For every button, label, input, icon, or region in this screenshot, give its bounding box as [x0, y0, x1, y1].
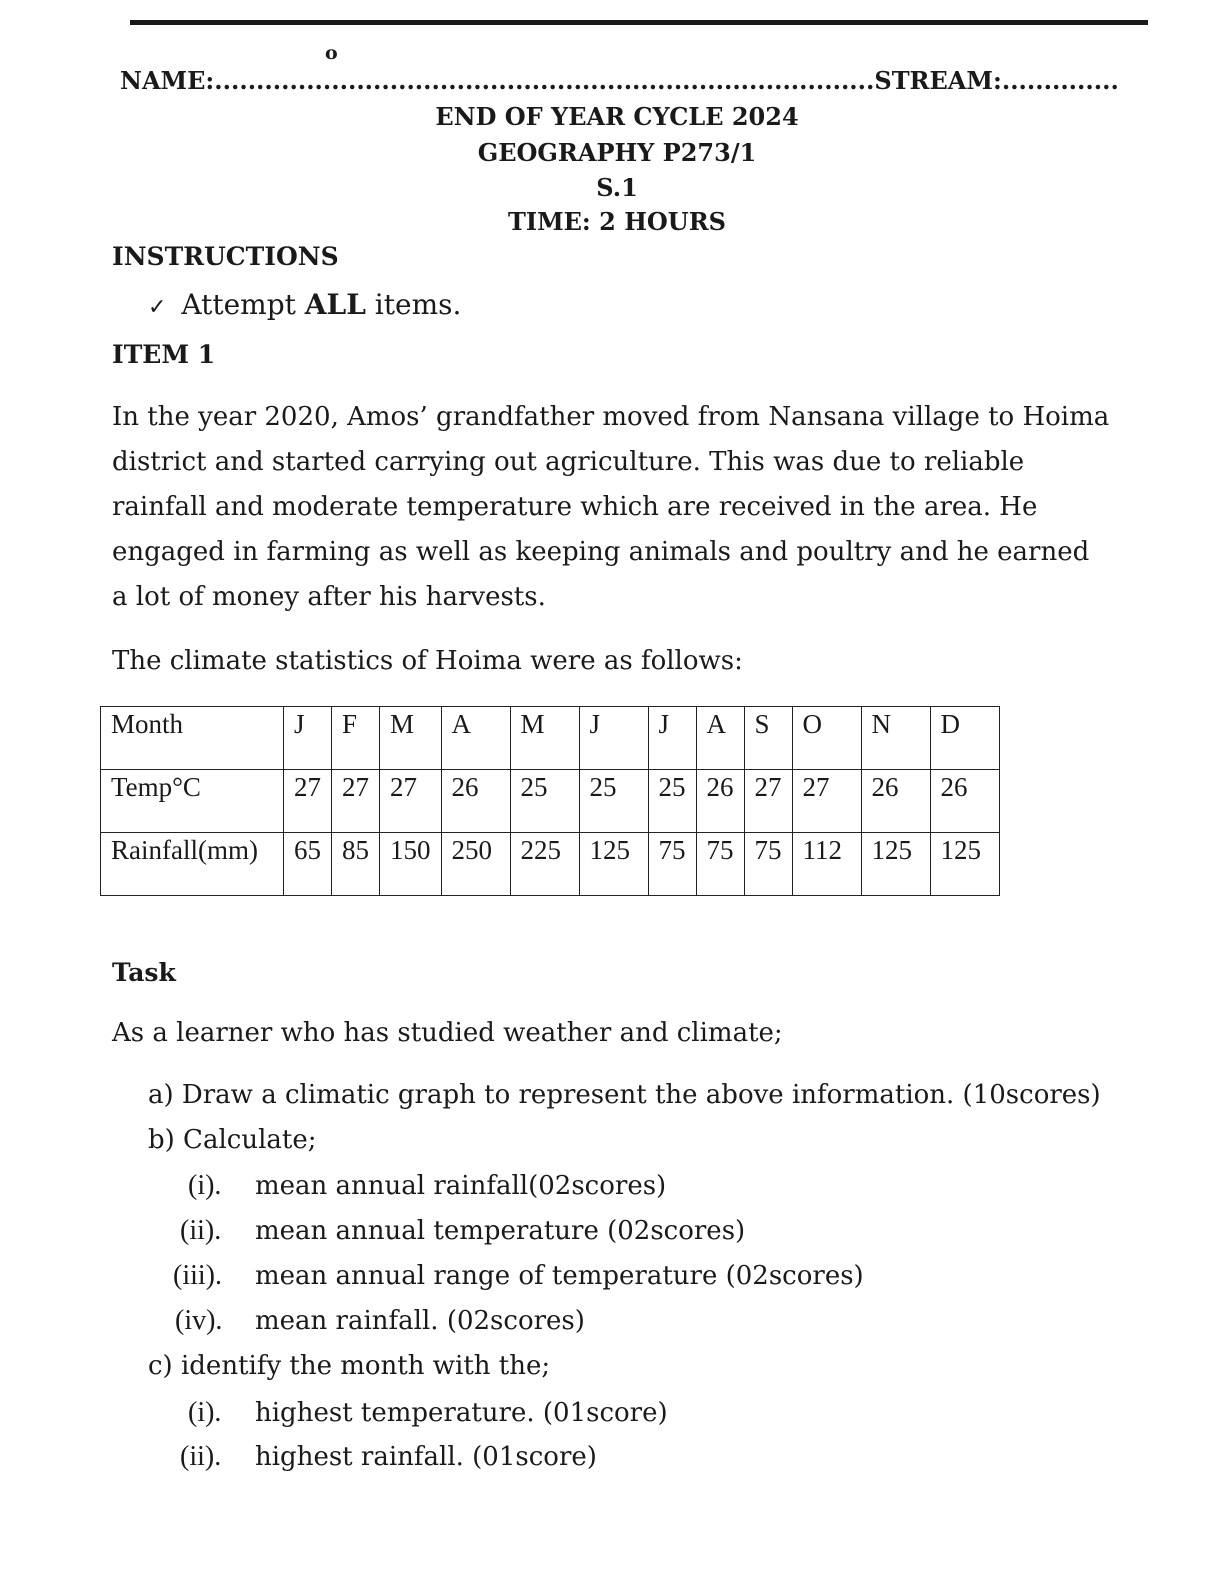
b-item-text: mean annual temperature (02scores)	[255, 1216, 746, 1246]
instruction-pre: Attempt	[181, 288, 305, 321]
month-cell: J	[284, 707, 332, 770]
temp-cell: 25	[510, 770, 579, 833]
rainfall-cell: 250	[441, 833, 510, 896]
month-cell: J	[579, 707, 648, 770]
temp-cell: 27	[380, 770, 442, 833]
task-intro: As a learner who has studied weather and climate;	[112, 1018, 783, 1048]
temp-cell: 26	[930, 770, 999, 833]
name-stream-line: NAME:...............................................................................STREAM:..............	[120, 66, 1119, 95]
rainfall-cell: 150	[380, 833, 442, 896]
paper-code: GEOGRAPHY P273/1	[477, 138, 757, 167]
task-c: c) identify the month with the;	[148, 1351, 551, 1381]
temp-cell: 25	[579, 770, 648, 833]
b-item-text: mean annual range of temperature (02scores)	[255, 1261, 864, 1291]
b-item-num: (iii).	[173, 1260, 222, 1291]
c-item-num: (ii).	[180, 1441, 222, 1472]
b-item-text: mean annual rainfall(02scores)	[255, 1171, 667, 1201]
rainfall-cell: 65	[284, 833, 332, 896]
rainfall-cell: 75	[648, 833, 696, 896]
month-cell: A	[441, 707, 510, 770]
rainfall-cell: 75	[696, 833, 744, 896]
temp-cell: 27	[332, 770, 380, 833]
stats-intro: The climate statistics of Hoima were as follows:	[112, 646, 743, 676]
month-cell: J	[648, 707, 696, 770]
checkmark-icon: ✓	[148, 295, 167, 320]
exam-title: END OF YEAR CYCLE 2024	[435, 102, 799, 131]
row-label-month: Month	[101, 707, 284, 770]
month-cell: F	[332, 707, 380, 770]
temp-cell: 25	[648, 770, 696, 833]
month-cell: M	[510, 707, 579, 770]
c-item-num: (i).	[188, 1397, 222, 1428]
rainfall-cell: 85	[332, 833, 380, 896]
top-rule	[130, 20, 1148, 25]
task-heading: Task	[112, 958, 176, 987]
time-allowed: TIME: 2 HOURS	[507, 207, 726, 236]
temp-cell: 26	[861, 770, 930, 833]
rainfall-cell: 225	[510, 833, 579, 896]
rainfall-cell: 112	[792, 833, 861, 896]
c-item-text: highest temperature. (01score)	[255, 1398, 668, 1428]
temp-cell: 26	[441, 770, 510, 833]
row-label-temp: Temp°C	[101, 770, 284, 833]
rainfall-cell: 125	[861, 833, 930, 896]
task-a: a) Draw a climatic graph to represent the above information. (10scores)	[148, 1080, 1101, 1110]
temp-cell: 27	[284, 770, 332, 833]
instructions-heading: INSTRUCTIONS	[112, 242, 339, 271]
instruction-bold: ALL	[304, 288, 366, 321]
temp-cell: 27	[792, 770, 861, 833]
pen-mark: o	[325, 42, 338, 64]
b-item-text: mean rainfall. (02scores)	[255, 1306, 585, 1336]
rainfall-cell: 75	[744, 833, 792, 896]
b-item-num: (iv).	[175, 1305, 223, 1336]
item-paragraph: In the year 2020, Amos’ grandfather moved from Nansana village to Hoima district and started carrying out agriculture. This was due to reliable rainfall and moderate temperature which are received in the area. He engaged in farming as well as keeping animals and poultry and he earned a lot of money after his harvests.	[112, 402, 1110, 612]
rainfall-cell: 125	[579, 833, 648, 896]
table-row-temp	[101, 770, 1000, 833]
month-cell: N	[861, 707, 930, 770]
instruction-line	[148, 288, 461, 321]
temp-cell: 27	[744, 770, 792, 833]
instruction-post: items.	[365, 288, 462, 321]
climate-table	[100, 706, 1000, 896]
month-cell: D	[930, 707, 999, 770]
b-item-num: (ii).	[180, 1215, 222, 1246]
c-item-text: highest rainfall. (01score)	[255, 1442, 597, 1472]
item-heading: ITEM 1	[112, 340, 216, 369]
class-label: S.1	[596, 173, 638, 202]
table-row-rainfall	[101, 833, 1000, 896]
month-cell: S	[744, 707, 792, 770]
row-label-rainfall: Rainfall(mm)	[101, 833, 284, 896]
task-b: b) Calculate;	[148, 1125, 317, 1155]
b-item-num: (i).	[188, 1170, 222, 1201]
month-cell: O	[792, 707, 861, 770]
month-cell: M	[380, 707, 442, 770]
month-cell: A	[696, 707, 744, 770]
table-row-month	[101, 707, 1000, 770]
rainfall-cell: 125	[930, 833, 999, 896]
temp-cell: 26	[696, 770, 744, 833]
